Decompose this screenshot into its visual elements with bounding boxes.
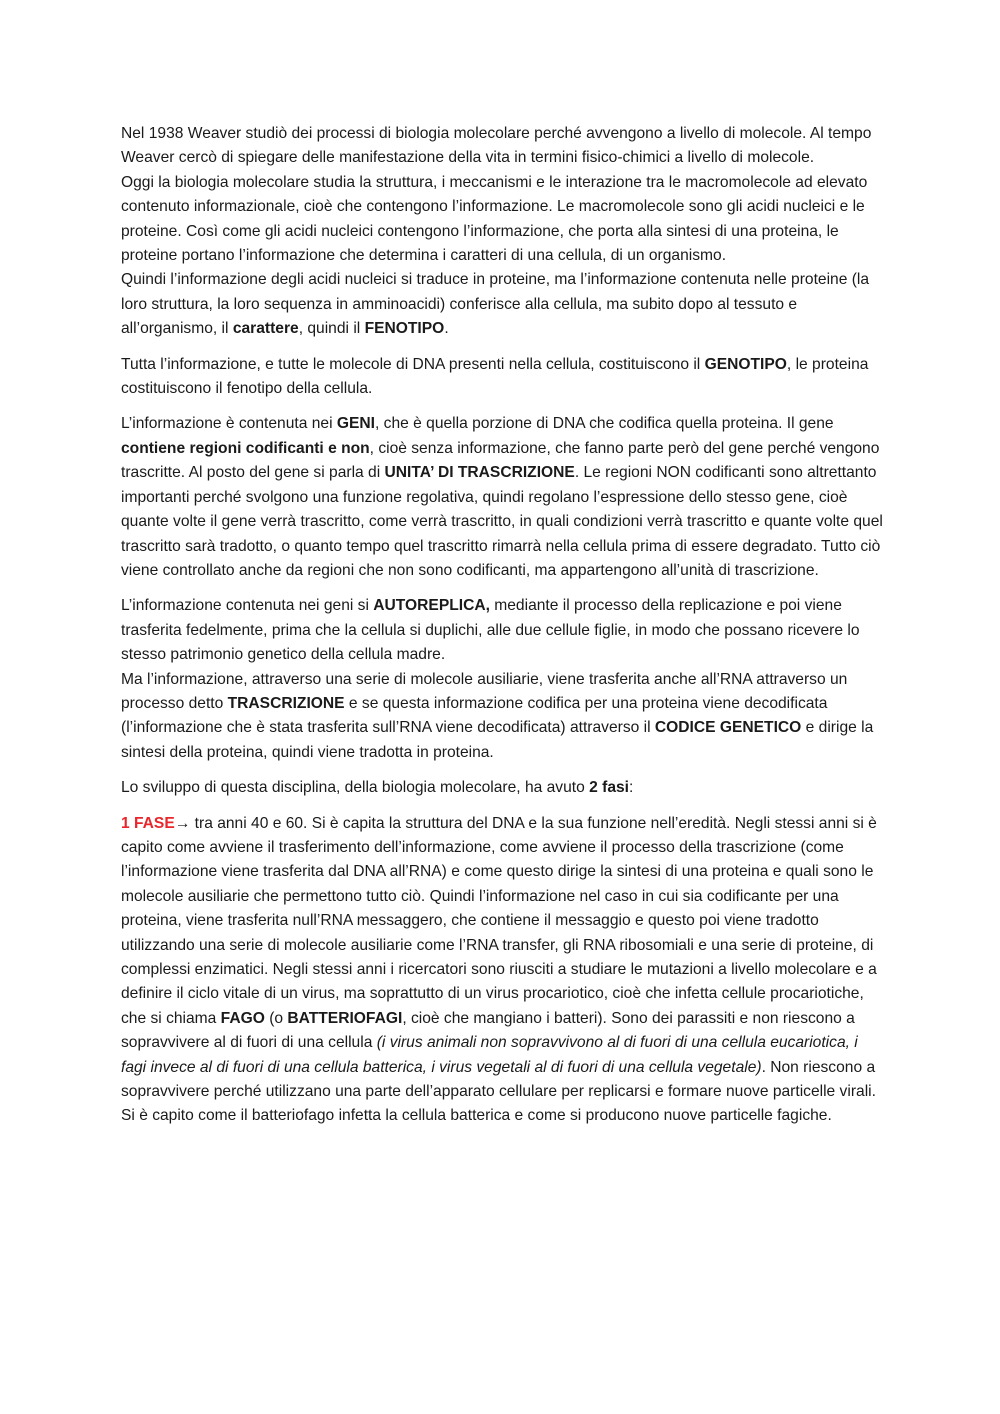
bold-term: UNITA’ DI TRASCRIZIONE [384, 464, 575, 482]
bold-term: BATTERIOFAGI [287, 1009, 403, 1027]
text-run: . Le regioni NON codificanti sono altrettanto importanti perché svolgono una funzione regolativa, quindi regolano l’espressione dello stesso gene, cioè quante volte il gene verrà trascritto, come verrà trascritto, in quali condizioni verrà trascritto e quante volte quel trascritto sarà tradotto, o quanto tempo quel trascritto rimarrà nella cellula prima di essere degradato. Tutto ciò viene controllato anche da regioni che non sono codificanti, ma appartengono all’unità di trascrizione. [121, 464, 883, 579]
bold-term: carattere [232, 320, 299, 338]
text-run: L’informazione contenuta nei geni si [121, 597, 374, 615]
text-run: e dirige la sintesi della proteina, quindi viene tradotta in proteina. [121, 719, 874, 761]
text-run: e se questa informazione codifica per una proteina viene decodificata (l’informazione che è stata trasferita sull’RNA viene decodificata) attraverso il [121, 694, 828, 737]
text-run: Tutta l’informazione, e tutte le molecole di DNA presenti nella cellula, costituiscono il [121, 355, 705, 373]
bold-term: GENI [336, 415, 375, 433]
text-run: tra anni 40 e 60. Si è capita la struttura del DNA e la sua funzione nell’eredità. Negli stessi anni si è capito come avviene il trasferimento dell’informazione, come avviene il processo della trascrizione (come l’informazione viene trasferita dal DNA all’RNA) e come questo dirige la sintesi di una proteina e quali sono le molecole ausiliarie che permettono tutto ciò. Quindi l’informazione nel caso in cui sia codificante per una proteina, viene trasferita null’RNA messaggero, che contiene il messaggio e questo poi viene tradotto utilizzando una serie di molecole ausiliarie come l’RNA transfer, gli RNA ribosomiali e una serie di proteine, di complessi enzimatici. Negli stessi anni i ricercatori sono riusciti a studiare le mutazioni a livello molecolare e a definire il ciclo vitale di un virus, ma soprattutto di un virus procariotico, cioè che infetta cellule procariotiche, che si chiama [121, 814, 877, 1027]
text-run: . [444, 320, 449, 338]
text-run: : [629, 779, 634, 797]
phase-label: 1 FASE [121, 814, 175, 832]
text-run: , che è quella porzione di DNA che codifica quella proteina. Il gene [375, 415, 834, 433]
text-run: Lo sviluppo di questa disciplina, della biologia molecolare, ha avuto [121, 779, 590, 797]
paragraph [121, 122, 883, 171]
document-body [121, 122, 883, 1140]
text-run: , cioè che mangiano i batteri). Sono dei parassiti e non riescono a sopravvivere al di fuori di una cellula [121, 1009, 855, 1052]
text-run: , cioè senza informazione, che fanno parte però del gene perché vengono trascritte. Al posto del gene si parla di [121, 439, 880, 482]
text-run: Oggi la biologia molecolare studia la struttura, i meccanismi e le interazione tra le macromolecole ad elevato contenuto informazionale, cioè che contengono l’informazione. Le macromolecole sono gli acidi nucleici e le proteine. Così come gli acidi nucleici contengono l’informazione, che porta alla sintesi di una proteina, le proteine portano l’informazione che determina i caratteri di una cellula, di un organismo. [121, 173, 868, 265]
paragraph [121, 776, 883, 800]
paragraph [121, 412, 883, 583]
bold-term: AUTOREPLICA, [373, 597, 490, 615]
bold-term: CODICE GENETICO [654, 719, 802, 737]
bold-term: → [174, 814, 195, 832]
italic-note: (i virus animali non sopravvivono al di fuori di una cellula eucariotica, i fagi invece al di fuori di una cellula batterica, i virus vegetali al di fuori di una cellula vegetale) [121, 1034, 858, 1076]
bold-term: FAGO [220, 1009, 265, 1027]
text-run: mediante il processo della replicazione e poi viene trasferita fedelmente, prima che la cellula si duplichi, alle due cellule figlie, in modo che possano ricevere lo stesso patrimonio genetico della cellula madre. [121, 597, 860, 664]
text-run: (o [264, 1009, 288, 1027]
text-run: L’informazione è contenuta nei [121, 415, 337, 433]
bold-term: TRASCRIZIONE [227, 694, 345, 712]
paragraph [121, 812, 883, 1129]
paragraph [121, 353, 883, 402]
bold-term: 2 fasi [589, 779, 630, 797]
paragraph [121, 594, 883, 667]
paragraph [121, 668, 883, 766]
bold-term: GENOTIPO [704, 355, 787, 373]
text-run: . Non riescono a sopravvivere perché utilizzano una parte dell’apparato cellulare per replicarsi e formare nuove particelle virali. Si è capito come il batteriofago infetta la cellula batterica e come si producono nuove particelle fagiche. [121, 1058, 876, 1125]
bold-term: FENOTIPO [364, 320, 445, 338]
text-run: Nel 1938 Weaver studiò dei processi di biologia molecolare perché avvengono a livello di molecole. Al tempo Weaver cercò di spiegare delle manifestazione della vita in termini fisico-chimici a livello di molecole. [121, 125, 872, 167]
paragraph [121, 171, 883, 269]
text-run: , le proteina costituiscono il fenotipo della cellula. [121, 355, 869, 398]
paragraph [121, 268, 883, 341]
text-run: , quindi il [298, 320, 365, 338]
text-run: Ma l’informazione, attraverso una serie di molecole ausiliarie, viene trasferita anche all’RNA attraverso un processo detto [121, 670, 848, 712]
bold-term: contiene regioni codificanti e non [121, 439, 370, 457]
text-run: Quindi l’informazione degli acidi nucleici si traduce in proteine, ma l’informazione contenuta nelle proteine (la loro struttura, la loro sequenza in amminoacidi) conferisce alla cellula, ma subito dopo al tessuto e all’organismo, il [121, 271, 870, 338]
